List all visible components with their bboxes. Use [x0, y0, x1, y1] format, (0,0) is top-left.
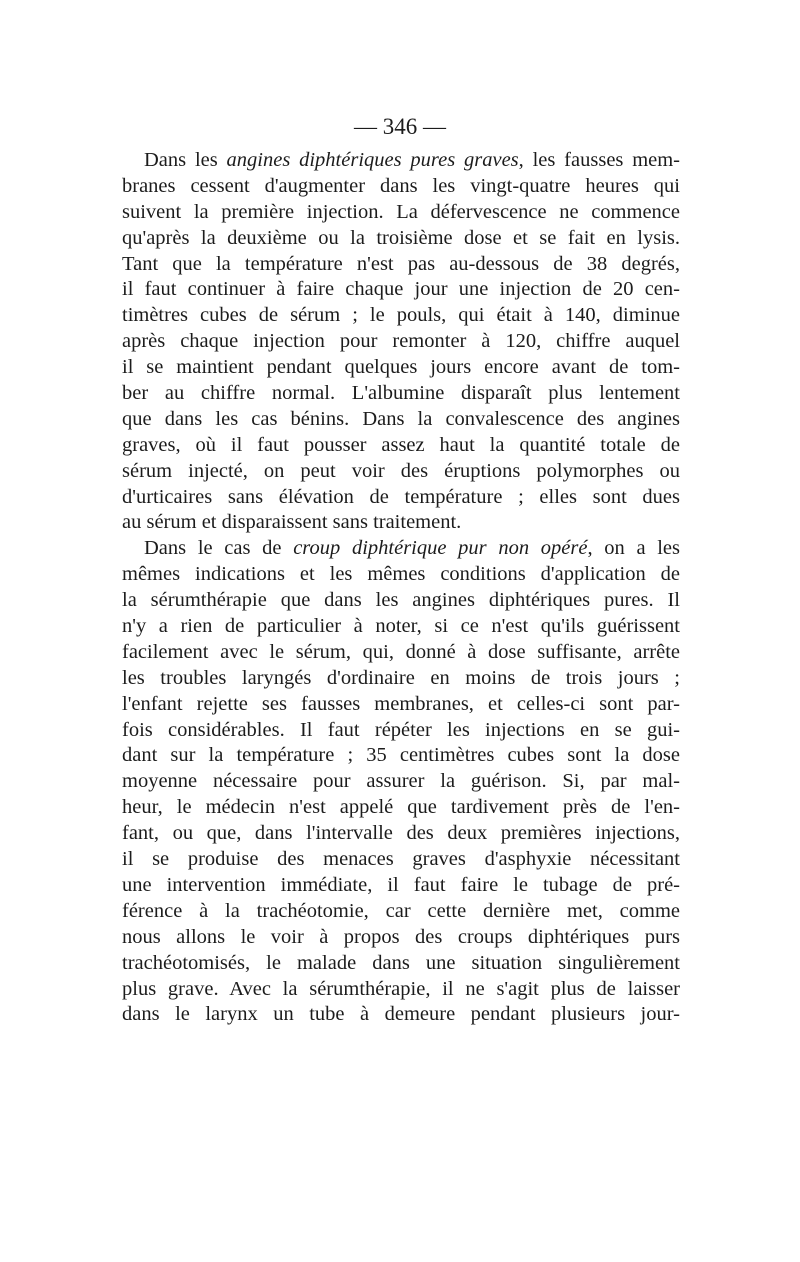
text-run: nous allons le voir à propos des croups diphtériques purs: [122, 925, 680, 948]
text-line: [122, 666, 680, 692]
text-run: Dans le cas de: [144, 537, 294, 560]
text-run: facilement avec le sérum, qui, donné à dose suffisante, arrête: [122, 640, 680, 663]
body-text: [122, 148, 680, 1028]
text-line: [122, 303, 680, 329]
text-line: [122, 433, 680, 459]
text-line: [122, 200, 680, 226]
text-run: moyenne nécessaire pour assurer la guérison. Si, par mal-: [122, 770, 680, 793]
text-line: [122, 226, 680, 252]
text-run: que dans les cas bénins. Dans la convalescence des angines: [122, 407, 680, 430]
text-run: Dans les: [144, 149, 227, 171]
text-line: [122, 769, 680, 795]
text-run: , les fausses mem-: [518, 149, 680, 171]
text-line: [122, 588, 680, 614]
text-line: [122, 692, 680, 718]
text-run: il se produise des menaces graves d'asphyxie nécessitant: [122, 848, 680, 871]
text-line: [122, 485, 680, 511]
paragraph: [122, 148, 680, 536]
text-run: suivent la première injection. La défervescence ne commence: [122, 200, 680, 223]
text-run: les troubles laryngés d'ordinaire en moins de trois jours ;: [122, 666, 680, 689]
text-run: graves, où il faut pousser assez haut la quantité totale de: [122, 433, 680, 456]
text-line: [122, 510, 680, 536]
text-run: fois considérables. Il faut répéter les injections en se gui-: [122, 718, 680, 741]
text-line: [122, 873, 680, 899]
text-line: [122, 821, 680, 847]
text-run: trachéotomisés, le malade dans une situation singulièrement: [122, 951, 680, 974]
text-line: [122, 407, 680, 433]
text-run: ber au chiffre normal. L'albumine disparaît plus lentement: [122, 382, 680, 405]
text-line: [122, 1002, 680, 1028]
text-run: branes cessent d'augmenter dans les vingt-quatre heures qui: [122, 174, 680, 197]
text-line: [122, 795, 680, 821]
text-line: [122, 148, 680, 174]
text-line: [122, 718, 680, 744]
text-run: la sérumthérapie que dans les angines diphtériques pures. Il: [122, 589, 680, 612]
text-run: timètres cubes de sérum ; le pouls, qui était à 140, diminue: [122, 304, 680, 327]
text-line: [122, 899, 680, 925]
text-run: Tant que la température n'est pas au-dessous de 38 degrés,: [122, 252, 680, 275]
text-run: d'urticaires sans élévation de température ; elles sont dues: [122, 485, 680, 508]
text-line: [122, 536, 680, 562]
text-run: mêmes indications et les mêmes conditions d'application de: [122, 563, 680, 586]
text-line: [122, 277, 680, 303]
text-line: [122, 329, 680, 355]
text-run: heur, le médecin n'est appelé que tardivement près de l'en-: [122, 796, 680, 819]
text-line: [122, 459, 680, 485]
text-line: [122, 925, 680, 951]
text-line: [122, 614, 680, 640]
italic-phrase: croup diphtérique pur non opéré: [293, 537, 588, 560]
text-line: [122, 355, 680, 381]
text-line: [122, 174, 680, 200]
text-line: [122, 951, 680, 977]
text-line: [122, 847, 680, 873]
page-number: — 346 —: [354, 114, 446, 139]
text-run: au sérum et disparaissent sans traitement.: [122, 511, 462, 534]
text-run: sérum injecté, on peut voir des éruptions polymorphes ou: [122, 459, 680, 482]
paragraph: [122, 536, 680, 1028]
text-run: n'y a rien de particulier à noter, si ce n'est qu'ils guérissent: [122, 615, 680, 638]
text-run: il se maintient pendant quelques jours encore avant de tom-: [122, 356, 680, 379]
text-run: , on a les: [587, 537, 680, 560]
italic-phrase: angines diphtériques pures graves: [226, 149, 519, 171]
text-run: plus grave. Avec la sérumthérapie, il ne s'agit plus de laisser: [122, 977, 680, 1000]
text-line: [122, 252, 680, 278]
text-run: l'enfant rejette ses fausses membranes, et celles-ci sont par-: [122, 692, 680, 715]
text-line: [122, 743, 680, 769]
text-run: dans le larynx un tube à demeure pendant plusieurs jour-: [122, 1003, 680, 1026]
text-run: après chaque injection pour remonter à 120, chiffre auquel: [122, 330, 680, 353]
text-line: [122, 381, 680, 407]
text-line: [122, 640, 680, 666]
text-run: fant, ou que, dans l'intervalle des deux premières injections,: [122, 822, 680, 845]
text-line: [122, 977, 680, 1003]
text-run: dant sur la température ; 35 centimètres cubes sont la dose: [122, 744, 680, 767]
text-run: qu'après la deuxième ou la troisième dose et se fait en lysis.: [122, 226, 680, 249]
text-line: [122, 562, 680, 588]
text-run: il faut continuer à faire chaque jour une injection de 20 cen-: [122, 278, 680, 301]
text-run: une intervention immédiate, il faut faire le tubage de pré-: [122, 873, 680, 896]
text-run: férence à la trachéotomie, car cette dernière met, comme: [122, 899, 680, 922]
